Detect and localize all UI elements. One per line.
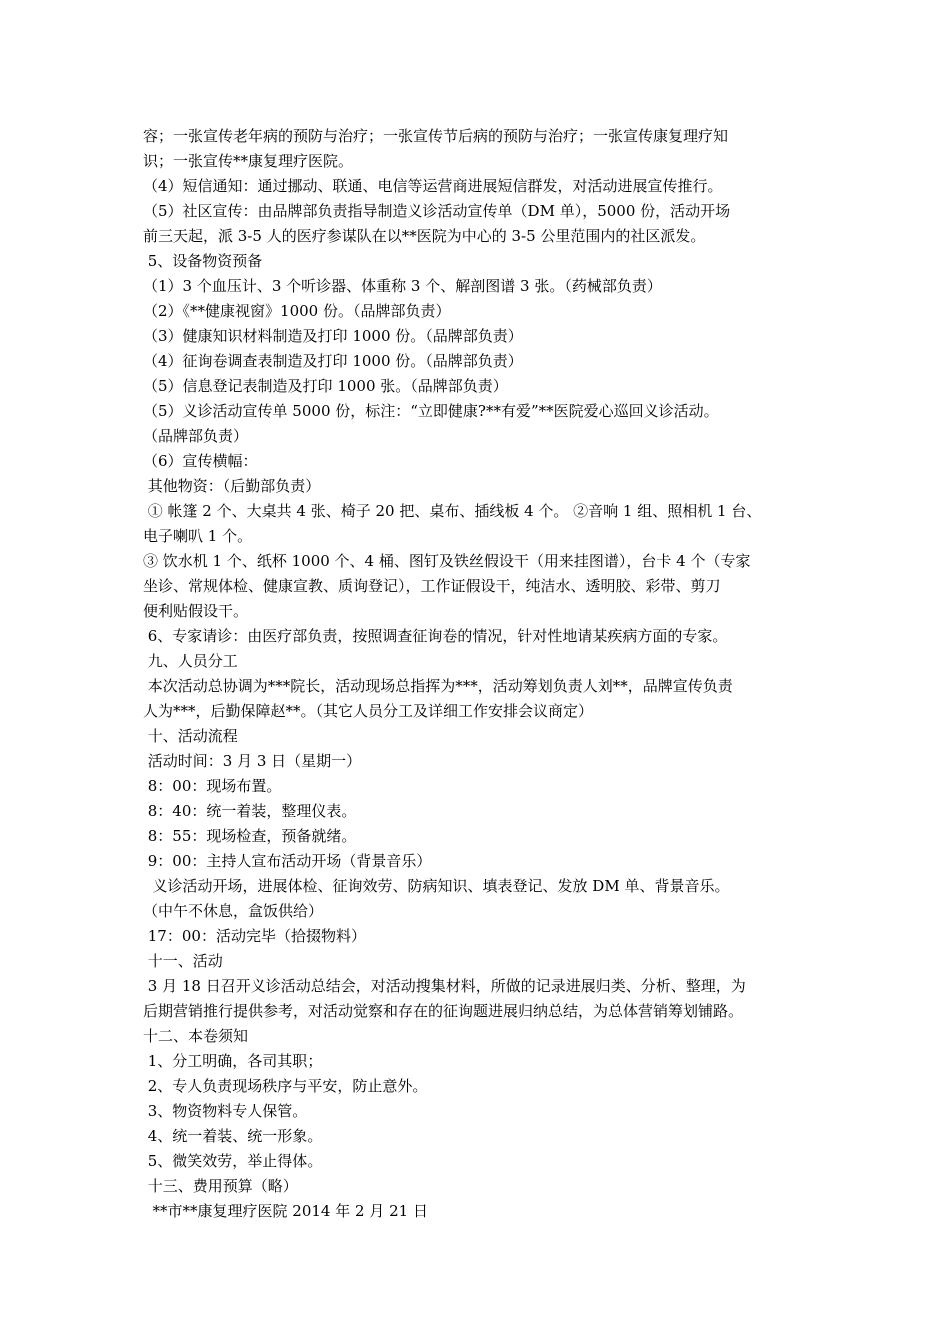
section-heading: 十一、活动 — [143, 952, 223, 970]
text-line: 17：00：活动完毕（拾掇物料） — [143, 927, 366, 945]
text-line: 1、分工明确，各司其职； — [143, 1052, 323, 1070]
text-line: 活动时间：3 月 3 日（星期一） — [143, 752, 362, 770]
text-line: （4）短信通知：通过挪动、联通、电信等运营商进展短信群发，对活动进展宣传推行。 — [143, 177, 723, 195]
text-line: 8：55：现场检查，预备就绪。 — [143, 827, 357, 845]
text-line: 容；一张宣传老年病的预防与治疗；一张宣传节后病的预防与治疗；一张宣传康复理疗知 — [143, 127, 729, 145]
text-line: 便利贴假设干。 — [143, 602, 249, 620]
text-line: 前三天起，派 3-5 人的医疗参谋队在以**医院为中心的 3-5 公里范围内的社区派发。 — [143, 227, 706, 245]
text-line: ③ 饮水机 1 个、纸杯 1000 个、4 桶、图钉及铁丝假设干（用来挂图谱），台卡 4 个（专家 — [143, 552, 751, 570]
text-line: 5、微笑效劳，举止得体。 — [143, 1152, 323, 1170]
text-line: 识；一张宣传**康复理疗医院。 — [143, 152, 354, 170]
text-line: ① 帐篷 2 个、大桌共 4 张、椅子 20 把、桌布、插线板 4 个。 ②音响 1 组、照相机 1 台、 — [143, 502, 762, 520]
text-line: （4）征询卷调查表制造及打印 1000 份。（品牌部负责） — [143, 352, 523, 370]
text-line: 其他物资：（后勤部负责） — [143, 477, 321, 495]
text-line: 坐诊、常规体检、健康宣教、质询登记），工作证假设干，纯洁水、透明胶、彩带、剪刀 — [143, 577, 721, 595]
text-line: 3 月 18 日召开义诊活动总结会，对活动搜集材料，所做的记录进展归类、分析、整理，为 — [143, 977, 746, 995]
text-line: （品牌部负责） — [143, 427, 249, 445]
text-line: 4、统一着装、统一形象。 — [143, 1127, 323, 1145]
text-line: （1）3 个血压计、3 个听诊器、体重称 3 个、解剖图谱 3 张。（药械部负责） — [143, 277, 662, 295]
text-line: （3）健康知识材料制造及打印 1000 份。（品牌部负责） — [143, 327, 523, 345]
text-line: 后期营销推行提供参考，对活动觉察和存在的征询题进展归纳总结，为总体营销筹划铺路。 — [143, 1002, 744, 1020]
text-line: （5）社区宣传：由品牌部负责指导制造义诊活动宣传单（DM 单），5000 份，活动开场 — [143, 202, 731, 220]
text-line: 本次活动总协调为***院长，活动现场总指挥为***，活动筹划负责人刘**，品牌宣传负责 — [143, 677, 733, 695]
text-line: （6）宣传横幅： — [143, 452, 258, 470]
document-page — [143, 124, 815, 1224]
text-line: 8：40：统一着装，整理仪表。 — [143, 802, 357, 820]
section-heading: 十三、费用预算（略） — [143, 1177, 298, 1195]
text-line: （5）信息登记表制造及打印 1000 张。（品牌部负责） — [143, 377, 508, 395]
text-line: （2）《**健康视窗》1000 份。（品牌部负责） — [143, 302, 451, 320]
section-heading: 5、设备物资预备 — [143, 252, 263, 270]
text-line: 义诊活动开场，进展体检、征询效劳、防病知识、填表登记、发放 DM 单、背景音乐。 — [143, 877, 730, 895]
text-line: 9：00：主持人宣布活动开场（背景音乐） — [143, 852, 432, 870]
text-line: （中午不休息，盒饭供给） — [143, 902, 324, 920]
text-line: （5）义诊活动宣传单 5000 份，标注：“立即健康?**有爱”**医院爱心巡回义诊活动。 — [143, 402, 719, 420]
text-line: 3、物资物料专人保管。 — [143, 1102, 308, 1120]
text-line: 8：00：现场布置。 — [143, 777, 282, 795]
section-heading: 九、人员分工 — [143, 652, 238, 670]
text-line: 人为***，后勤保障赵**。（其它人员分工及详细工作安排会议商定） — [143, 702, 594, 720]
text-line: 电子喇叭 1 个。 — [143, 527, 253, 545]
section-heading: 十二、本卷须知 — [143, 1027, 249, 1045]
text-line: 2、专人负责现场秩序与平安，防止意外。 — [143, 1077, 428, 1095]
section-heading: 十、活动流程 — [143, 727, 238, 745]
signature-line: **市**康复理疗医院 2014 年 2 月 21 日 — [143, 1202, 428, 1220]
section-heading: 6、专家请诊：由医疗部负责，按照调查征询卷的情况，针对性地请某疾病方面的专家。 — [143, 627, 728, 645]
